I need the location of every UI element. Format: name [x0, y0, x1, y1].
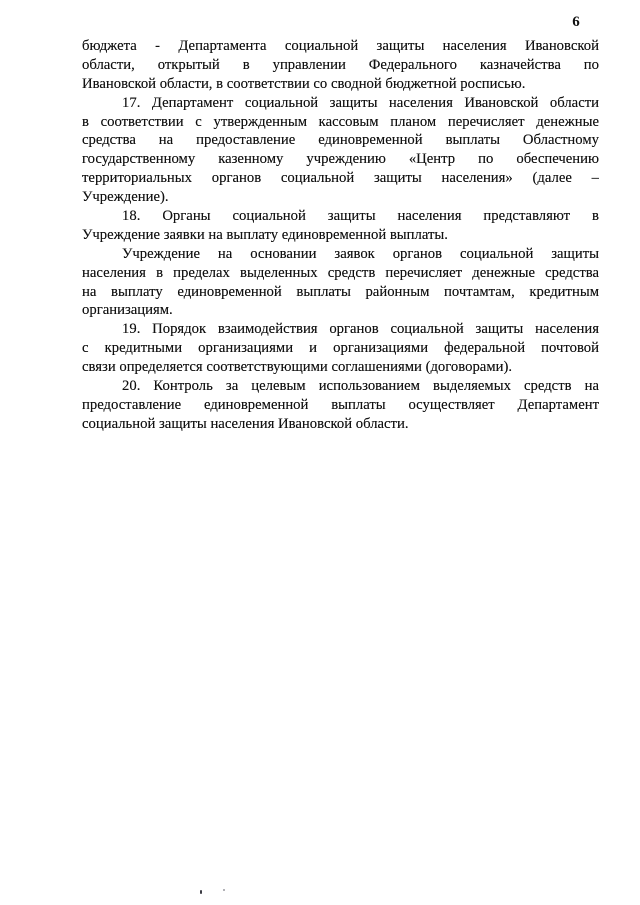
text-line: на выплату единовременной выплаты районным почтамтам, кредитным — [82, 283, 599, 300]
text-line: 19. Порядок взаимодействия органов социальной защиты населения — [122, 321, 599, 338]
text-line: организациям. — [82, 302, 173, 319]
document-body — [82, 37, 599, 434]
text-line: области, открытый в управлении Федерального казначейства по — [82, 56, 599, 73]
text-line: в соответствии с утвержденным кассовым планом перечисляет денежные — [82, 113, 599, 130]
text-line: бюджета - Департамента социальной защиты населения Ивановской — [82, 38, 599, 54]
text-line: Учреждение на основании заявок органов социальной защиты — [122, 245, 599, 262]
text-line: 17. Департамент социальной защиты населения Ивановской области — [122, 94, 599, 111]
text-line: средства на предоставление единовременной выплаты Областному — [82, 132, 599, 149]
text-line: предоставление единовременной выплаты осуществляет Департамент — [82, 396, 599, 413]
text-line: Ивановской области, в соответствии со сводной бюджетной росписью. — [82, 75, 526, 92]
page-number: 6 — [572, 14, 580, 30]
text-line: территориальных органов социальной защиты населения» (далее – — [82, 170, 599, 187]
text-line: Учреждение заявки на выплату единовременной выплаты. — [82, 226, 448, 243]
text-line: государственному казенному учреждению «Центр по обеспечению — [82, 151, 599, 168]
text-line: 18. Органы социальной защиты населения представляют в — [122, 208, 599, 225]
ink-speck — [223, 889, 225, 891]
text-line: 20. Контроль за целевым использованием выделяемых средств на — [122, 378, 599, 395]
text-line: с кредитными организациями и организациями федеральной почтовой — [82, 340, 599, 357]
ink-speck — [200, 890, 202, 894]
text-line: населения в пределах выделенных средств перечисляет денежные средства — [82, 264, 599, 281]
text-line: связи определяется соответствующими соглашениями (договорами). — [82, 359, 513, 376]
text-line: социальной защиты населения Ивановской области. — [82, 415, 409, 432]
text-line: Учреждение). — [82, 189, 169, 206]
